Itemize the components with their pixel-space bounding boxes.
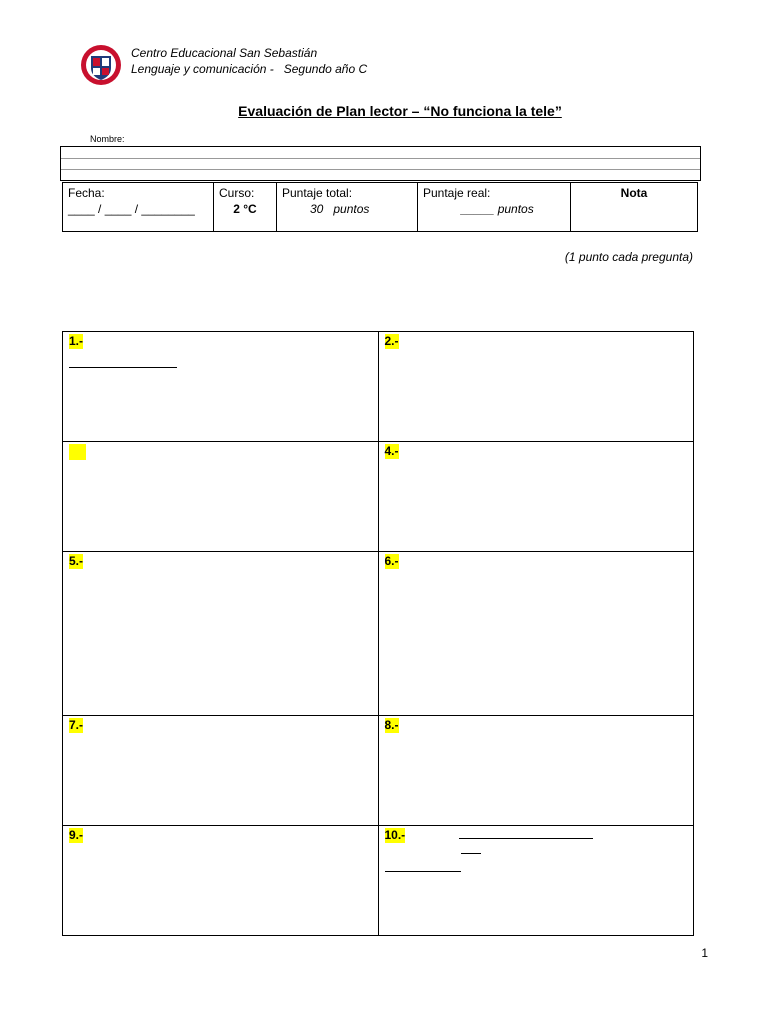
points-note: (1 punto cada pregunta) (564, 250, 693, 264)
subject-line: Lenguaje y comunicación - Segundo año C (131, 62, 368, 76)
puntaje-total-label: Puntaje total: (282, 186, 353, 200)
questions-grid (62, 331, 694, 936)
question-box-9[interactable] (63, 826, 379, 936)
school-name: Centro Educacional San Sebastián (131, 46, 318, 60)
question-number: 9.- (69, 828, 84, 842)
fecha-label: Fecha: (68, 186, 105, 200)
question-box-8[interactable] (378, 716, 694, 826)
answer-line (461, 853, 481, 854)
school-header (131, 45, 367, 77)
nombre-label: Nombre: (90, 134, 125, 144)
question-number: 8.- (384, 718, 399, 732)
info-table (62, 182, 698, 232)
school-crest-logo (80, 44, 122, 86)
question-number: 10.- (384, 828, 406, 842)
question-number: 4.- (384, 444, 399, 458)
question-number (69, 444, 86, 460)
puntaje-total-cell (277, 183, 418, 232)
question-box-7[interactable] (63, 716, 379, 826)
curso-label: Curso: (219, 186, 255, 200)
page-number: 1 (701, 946, 708, 960)
nota-cell[interactable] (571, 183, 698, 232)
question-box-5[interactable] (63, 552, 379, 716)
question-number: 6.- (384, 554, 399, 568)
question-box-1[interactable] (63, 332, 379, 442)
nombre-field[interactable] (60, 146, 701, 181)
question-box-10[interactable] (378, 826, 694, 936)
fecha-cell[interactable] (63, 183, 214, 232)
curso-cell (214, 183, 277, 232)
answer-line (69, 367, 177, 368)
page-title: Evaluación de Plan lector – “No funciona la tele” (238, 103, 562, 119)
question-number: 5.- (69, 554, 84, 568)
question-box-2[interactable] (378, 332, 694, 442)
puntaje-real-label: Puntaje real: (423, 186, 491, 200)
nota-label: Nota (620, 186, 648, 200)
puntaje-real-cell[interactable] (418, 183, 571, 232)
answer-line (459, 838, 593, 839)
answer-line (385, 871, 461, 872)
question-box-3[interactable] (63, 442, 379, 552)
puntaje-total-value: 30 puntos (310, 202, 370, 216)
question-number: 1.- (69, 334, 84, 348)
fecha-value: ____ / ____ / ________ (68, 202, 195, 216)
question-box-4[interactable] (378, 442, 694, 552)
question-number: 2.- (384, 334, 399, 348)
curso-value: 2 °C (233, 202, 257, 216)
question-box-6[interactable] (378, 552, 694, 716)
puntaje-real-value: _____ puntos (461, 202, 534, 216)
question-number: 7.- (69, 718, 84, 732)
